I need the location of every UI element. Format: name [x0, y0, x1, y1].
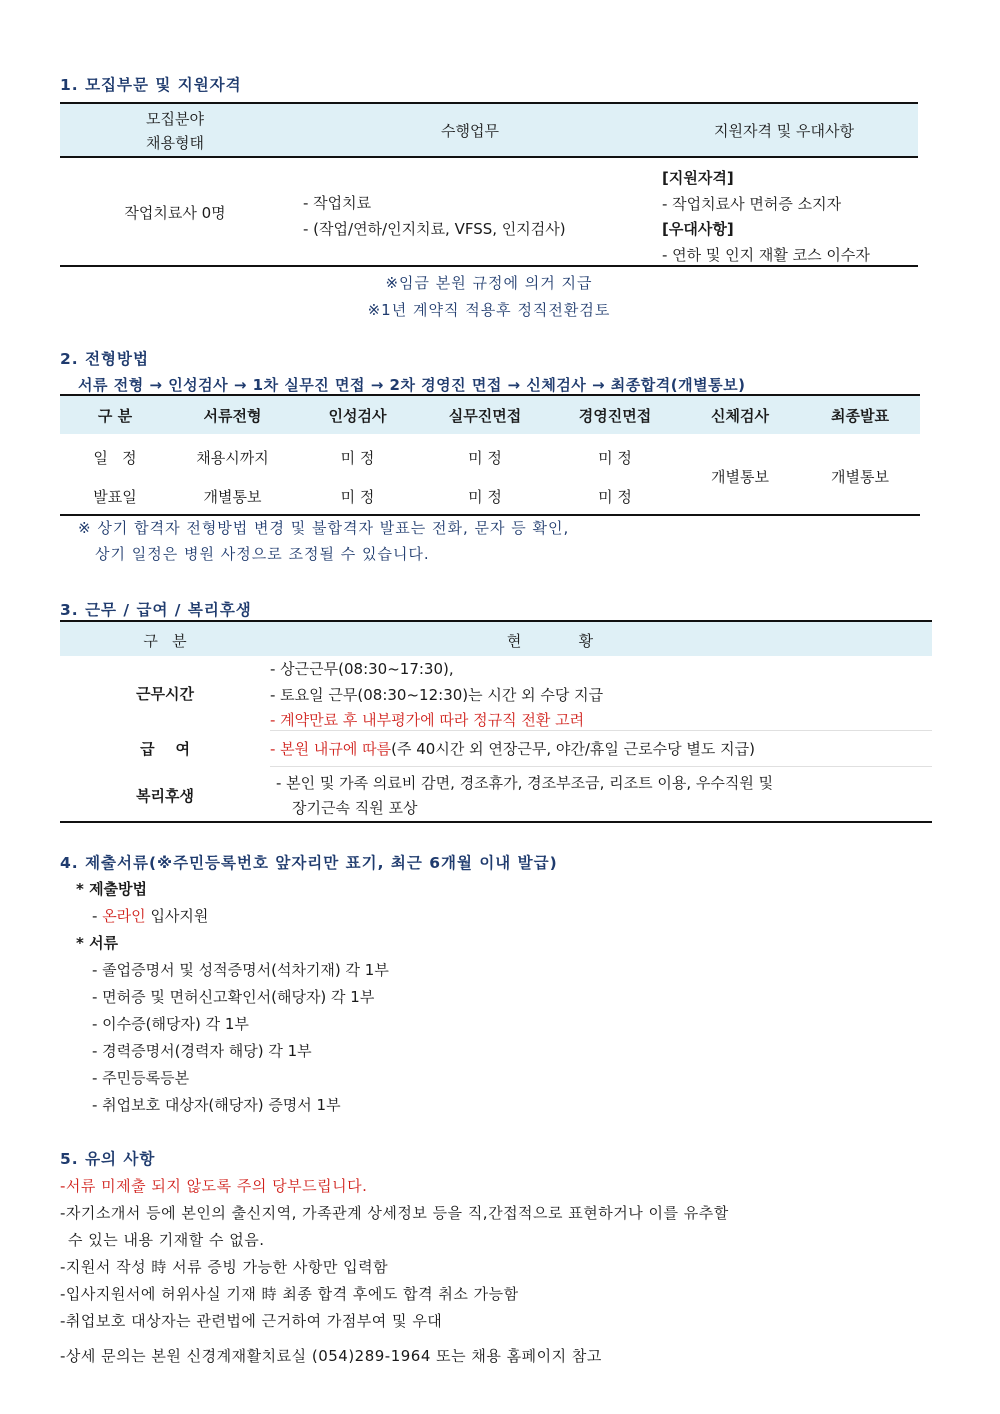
row-divider: [270, 766, 932, 767]
list-item: - 경력증명서(경력자 해당) 각 1부: [92, 1042, 312, 1060]
selection-note-2: 상기 일정은 병원 사정으로 조정될 수 있습니다.: [95, 545, 430, 563]
section-4-title: 4. 제출서류(※주민등록번호 앞자리만 표기, 최근 6개월 이내 발급): [60, 854, 558, 872]
salary-value: - 본원 내규에 따름(주 40시간 외 연장근무, 야간/휴일 근로수당 별도 지급): [270, 740, 755, 758]
salary-label: 급 여: [140, 740, 190, 758]
documents-list: [92, 957, 389, 1119]
salary-notes: ※임금 본원 규정에 의거 지급 ※1년 계약직 적용후 정직전환검토: [367, 274, 611, 319]
table1-header-col2: 수행업무: [441, 122, 499, 140]
table3-header-col2: 현 황: [506, 632, 594, 650]
section-1-title: 1. 모집부문 및 지원자격: [60, 76, 242, 94]
selection-note-1: ※ 상기 합격자 전형방법 변경 및 불합격자 발표는 전화, 문자 등 확인,: [78, 519, 570, 537]
documents-title: * 서류: [76, 934, 119, 952]
work-hours-label: 근무시간: [136, 685, 194, 703]
qualification-block: [지원자격] - 작업치료사 면허증 소지자 [우대사항] - 연하 및 인지 재활 코스 이수자: [662, 169, 870, 264]
list-item: - 면허증 및 면허신고확인서(해당자) 각 1부: [92, 988, 375, 1006]
notice-list: -서류 미제출 되지 않도록 주의 당부드립니다. -자기소개서 등에 본인의 출신지역, 가족관계 상세정보 등을 직,간접적으로 표현하거나 이를 유추할 수 있는 내용 기재할 수 없음. -지원서 작성 時 서류 증빙 가능한 사항만 입력함 -입사지원서에 허위사실 기재 時 최종 합격 후에도 합격 취소 가능함 -취업보호 대상자는 관련법에 근거하여 가점부여 및 우대 -상세 문의는 본원 신경계재활치료실 (054)289-1964 또는 채용 홈페이지 참고: [60, 1177, 729, 1365]
duty-list: - 작업치료 - (작업/연하/인지치료, VFSS, 인지검사): [303, 194, 566, 238]
table2-row-announce: 발표일 개별통보 미 정 미 정 미 정: [93, 488, 632, 506]
section-2-title: 2. 전형방법: [60, 350, 149, 368]
work-hours-list: - 상근근무(08:30~17:30), - 토요일 근무(08:30~12:30)는 시간 외 수당 지급 - 계약만료 후 내부평가에 따라 정규직 전환 고려: [270, 660, 604, 729]
recruit-field: 작업치료사 0명: [124, 204, 226, 222]
table1-header-col3: 지원자격 및 우대사항: [714, 122, 854, 140]
table1-header-border: [60, 156, 918, 158]
table2-merged-final: 개별통보: [831, 468, 889, 486]
welfare-list: - 본인 및 가족 의료비 감면, 경조휴가, 경조부조금, 리조트 이용, 우수직원 및 장기근속 직원 포상: [276, 774, 774, 817]
row-divider: [270, 730, 932, 731]
table1-header-col1: 모집분야 채용형태: [146, 110, 204, 152]
submit-method-title: * 제출방법: [76, 880, 148, 898]
table2-bottom-border: [60, 514, 920, 516]
selection-flow: 서류 전형 → 인성검사 → 1차 실무진 면접 → 2차 경영진 면접 → 신체검사 → 최종합격(개별통보): [78, 376, 746, 394]
section-5-title: 5. 유의 사항: [60, 1150, 156, 1168]
table1-bottom-border: [60, 265, 918, 267]
list-item: - 이수증(해당자) 각 1부: [92, 1015, 249, 1033]
table3-bottom-border: [60, 821, 932, 823]
welfare-label: 복리후생: [136, 787, 194, 805]
table2-row-schedule: 일 정 채용시까지 미 정 미 정 미 정: [93, 449, 632, 467]
list-item: - 졸업증명서 및 성적증명서(석차기재) 각 1부: [92, 961, 389, 979]
list-item: - 주민등록등본: [92, 1069, 190, 1087]
table2-merged-physical: 개별통보: [711, 468, 769, 486]
table2-header-row: 구 분 서류전형 인성검사 실무진면접 경영진면접 신체검사 최종발표: [97, 407, 889, 425]
submit-method: - 온라인 입사지원: [92, 907, 209, 925]
table3-header-col1: 구 분: [143, 632, 187, 650]
section-3-title: 3. 근무 / 급여 / 복리후생: [60, 601, 252, 619]
list-item: - 취업보호 대상자(해당자) 증명서 1부: [92, 1096, 341, 1114]
